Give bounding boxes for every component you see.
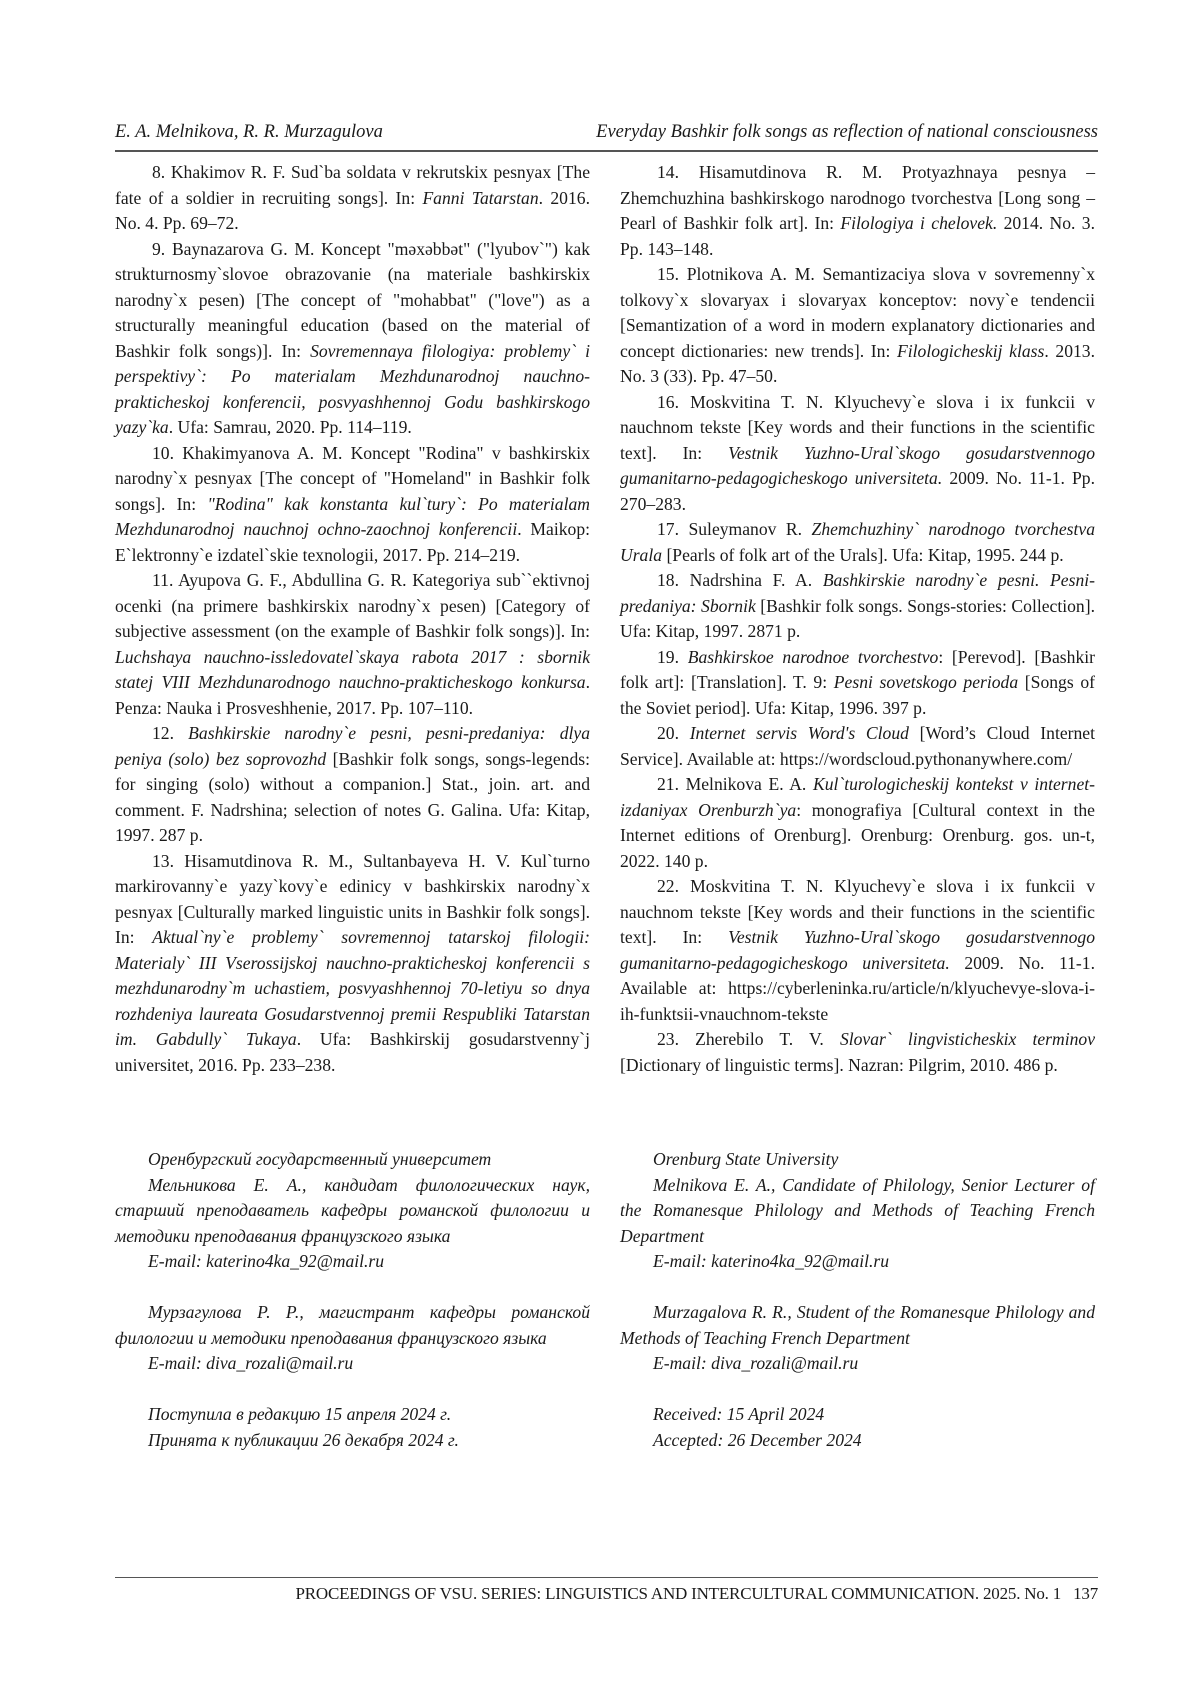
- reference-title-italic: Luchshaya nauchno-issledovatel`skaya rabota 2017 : sbornik statej VIII Mezhdunarodnogo nauchno-prakticheskogo konkursa: [115, 647, 590, 693]
- page-number: 137: [1073, 1584, 1098, 1604]
- reference-title-italic: Zhemchuzhiny` narodnogo tvorchestva Urala: [620, 519, 1095, 565]
- accepted-date: Принята к публикации 26 декабря 2024 г.: [115, 1428, 590, 1454]
- accepted-date: Accepted: 26 December 2024: [620, 1428, 1095, 1454]
- university: Оренбургский государственный университет: [115, 1147, 590, 1173]
- reference-text: . Penza: Nauka i Prosveshhenie, 2017. Pp. 107–110.: [115, 672, 590, 718]
- affiliation-russian: [115, 1147, 590, 1453]
- reference-text: . Maikop: E`lektronny`e izdatel`skie texnologii, 2017. Pp. 214–219.: [115, 519, 590, 565]
- reference-item: [115, 849, 590, 1079]
- reference-item: [620, 772, 1095, 874]
- received-date: Received: 15 April 2024: [620, 1402, 1095, 1428]
- reference-title-italic: Fanni Tatarstan: [422, 188, 538, 208]
- reference-item: [620, 721, 1095, 772]
- reference-text: [Songs of the Soviet period]. Ufa: Kitap, 1996. 397 p.: [620, 672, 1095, 718]
- author-1-email: E-mail: katerino4ka_92@mail.ru: [620, 1249, 1095, 1275]
- reference-text: 16. Moskvitina T. N. Klyuchevy`e slova i ix funkcii v nauchnom tekste [Key words and their functions in the scientific text]. In:: [620, 392, 1095, 463]
- reference-title-italic: Sovremennaya filologiya: problemy` i perspektivy`: Po materialam Mezhdunarodnoj nauchno-prakticheskoj konferencii, posvyashhennoj Godu bashkirskogo yazy`ka: [115, 341, 590, 438]
- reference-text: [Word’s Cloud Internet Service]. Available at: https://wordscloud.pythonanywhere.com/: [620, 723, 1095, 769]
- author-1-email: E-mail: katerino4ka_92@mail.ru: [115, 1249, 590, 1275]
- reference-title-italic: Vestnik Yuzhno-Ural`skogo gosudarstvennogo gumanitarno-pedagogicheskogo universiteta.: [620, 927, 1095, 973]
- reference-title-italic: "Rodina" kak konstanta kul`tury`: Po materialam Mezhdunarodnoj nauchnoj ochno-zaochnoj konferencii: [115, 494, 590, 540]
- reference-text: 15. Plotnikova A. M. Semantizaciya slova v sovremenny`x tolkovy`x slovaryax i slovaryax konceptov: novy`e tendencii [Semantization of a word in modern explanatory dictionaries and concept dictionaries: new trends]. In:: [620, 264, 1095, 361]
- reference-text: 13. Hisamutdinova R. M., Sultanbayeva H. V. Kul`turno markirovanny`e yazy`kovy`e edinicy v bashkirskix narodny`x pesnyax [Culturally marked linguistic units in Bashkir folk songs]. In:: [115, 851, 590, 948]
- reference-text: 20.: [657, 723, 690, 743]
- reference-text: [Bashkir folk songs, songs-legends: for singing (solo) without a companion.] Stat., join. art. and comment. F. Nadrshina; selection of notes G. Galina. Ufa: Kitap, 1997. 287 p.: [115, 749, 590, 846]
- reference-text: . Ufa: Bashkirskij gosudarstvenny`j universitet, 2016. Pp. 233–238.: [115, 1029, 590, 1075]
- reference-text: [Pearls of folk art of the Urals]. Ufa: Kitap, 1995. 244 p.: [662, 545, 1064, 565]
- reference-text: 12.: [152, 723, 188, 743]
- reference-item: [115, 568, 590, 721]
- running-footer: [115, 1577, 1098, 1604]
- reference-item: [620, 517, 1095, 568]
- reference-text: [Dictionary of linguistic terms]. Nazran: Pilgrim, 2010. 486 p.: [620, 1055, 1058, 1075]
- reference-text: 8. Khakimov R. F. Sud`ba soldata v rekrutskix pesnyax [The fate of a soldier in recruiting songs]. In:: [115, 162, 590, 208]
- reference-text: : [Perevod]. [Bashkir folk art]: [Translation]. T. 9:: [620, 647, 1095, 693]
- reference-text: 23. Zherebilo T. V.: [657, 1029, 840, 1049]
- reference-text: 2014. No. 3. Pp. 143–148.: [620, 213, 1095, 259]
- reference-title-italic: Bashkirskie narodny`e pesni. Pesni-predaniya: Sbornik: [620, 570, 1095, 616]
- reference-text: 10. Khakimyanova A. M. Koncept "Rodina" v bashkirskix narodny`x pesnyax [The concept of "Homeland" in Bashkir folk songs]. In:: [115, 443, 590, 514]
- running-header: [115, 122, 1098, 152]
- reference-text: 14. Hisamutdinova R. M. Protyazhnaya pesnya – Zhemchuzhina bashkirskogo narodnogo tvorchestva [Long song – Pearl of Bashkir folk art]. In:: [620, 162, 1095, 233]
- reference-item: [620, 390, 1095, 518]
- author-2-email: E-mail: diva_rozali@mail.ru: [115, 1351, 590, 1377]
- reference-item: [115, 721, 590, 849]
- references-right-column: [620, 160, 1095, 1078]
- reference-text: 2009. No. 11-1. Pp. 270–283.: [620, 468, 1095, 514]
- reference-item: [620, 1027, 1095, 1078]
- reference-item: [620, 645, 1095, 722]
- reference-title-italic: Aktual`ny`e problemy` sovremennoj tatarskoj filologii: Materialy` III Vserossijskoj nauchno-prakticheskoj konferencii s mezhdunarodny`m uchastiem, posvyashhennoj 70-letiyu so dnya rozhdeniya laureata Gosudarstvennoj premii Respubliki Tatarstan im. Gabdully` Tukaya: [115, 927, 590, 1049]
- university: Orenburg State University: [620, 1147, 1095, 1173]
- reference-title-italic: Filologiya i chelovek.: [840, 213, 997, 233]
- reference-title-italic: Internet servis Word's Cloud: [690, 723, 909, 743]
- reference-text: . 2013. No. 3 (33). Pp. 47–50.: [620, 341, 1095, 387]
- reference-text: 9. Baynazarova G. M. Koncept "məxəbbət" ("lyubov`") kak strukturnosmy`slovoe obrazovanie (na materiale bashkirskix narodny`x pesen) [The concept of "mohabbat" ("love") as a structurally meaningful education (based on the material of Bashkir folk songs)]. In:: [115, 239, 590, 361]
- author-2-email: E-mail: diva_rozali@mail.ru: [620, 1351, 1095, 1377]
- journal-name: PROCEEDINGS OF VSU. SERIES: LINGUISTICS AND INTERCULTURAL COMMUNICATION. 2025. No. 1: [296, 1584, 1062, 1604]
- author-1-info: Melnikova E. A., Candidate of Philology, Senior Lecturer of the Romanesque Philology and Methods of Teaching French Department: [620, 1173, 1095, 1250]
- reference-text: . 2016. No. 4. Pp. 69–72.: [115, 188, 590, 234]
- reference-text: 19.: [657, 647, 688, 667]
- reference-item: [620, 874, 1095, 1027]
- author-1-info: Мельникова Е. А., кандидат филологических наук, старший преподаватель кафедры романской филологии и методики преподавания французского языка: [115, 1173, 590, 1250]
- reference-title-italic: Filologicheskij klass: [897, 341, 1044, 361]
- reference-text: 17. Suleymanov R.: [657, 519, 812, 539]
- reference-text: : monografiya [Cultural context in the Internet editions of Orenburg]. Orenburg: Orenburg. gos. un-t, 2022. 140 p.: [620, 800, 1095, 871]
- reference-title-italic: Vestnik Yuzhno-Ural`skogo gosudarstvennogo gumanitarno-pedagogicheskogo universiteta.: [620, 443, 1095, 489]
- reference-text: . Ufa: Samrau, 2020. Pp. 114–119.: [169, 417, 412, 437]
- author-2-info: Murzagalova R. R., Student of the Romanesque Philology and Methods of Teaching French Department: [620, 1300, 1095, 1351]
- received-date: Поступила в редакцию 15 апреля 2024 г.: [115, 1402, 590, 1428]
- reference-item: [620, 160, 1095, 262]
- reference-item: [115, 237, 590, 441]
- reference-title-italic: Bashkirskoe narodnoe tvorchestvo: [688, 647, 939, 667]
- reference-title-italic: Slovar` lingvisticheskix terminov: [840, 1029, 1095, 1049]
- reference-text: 2009. No. 11-1. Available at: https://cyberleninka.ru/article/n/klyuchevye-slova-i-ih-funktsii-vnauchnom-tekste: [620, 953, 1095, 1024]
- author-2-info: Мурзагулова Р. Р., магистрант кафедры романской филологии и методики преподавания французского языка: [115, 1300, 590, 1351]
- header-title: Everyday Bashkir folk songs as reflection of national consciousness: [596, 122, 1098, 150]
- reference-text: 11. Ayupova G. F., Abdullina G. R. Kategoriya sub``ektivnoj ocenki (na primere bashkirskix narodny`x pesen) [Category of subjective assessment (on the example of Bashkir folk songs)]. In:: [115, 570, 590, 641]
- reference-item: [620, 262, 1095, 390]
- reference-text: 21. Melnikova E. A.: [657, 774, 813, 794]
- references-left-column: [115, 160, 590, 1078]
- reference-item: [620, 568, 1095, 645]
- reference-text: [Bashkir folk songs. Songs-stories: Collection]. Ufa: Kitap, 1997. 2871 p.: [620, 596, 1095, 642]
- reference-item: [115, 441, 590, 569]
- affiliation-english: [620, 1147, 1095, 1453]
- reference-title-italic: Bashkirskie narodny`e pesni, pesni-predaniya: dlya peniya (solo) bez soprovozhd: [115, 723, 590, 769]
- header-authors: E. A. Melnikova, R. R. Murzagulova: [115, 122, 383, 150]
- reference-text: 22. Moskvitina T. N. Klyuchevy`e slova i ix funkcii v nauchnom tekste [Key words and their functions in the scientific text]. In:: [620, 876, 1095, 947]
- reference-text: 18. Nadrshina F. A.: [657, 570, 823, 590]
- reference-title-italic: Kul`turologicheskij kontekst v internet-izdaniyax Orenburzh`ya: [620, 774, 1095, 820]
- reference-item: [115, 160, 590, 237]
- reference-title-italic: Pesni sovetskogo perioda: [834, 672, 1018, 692]
